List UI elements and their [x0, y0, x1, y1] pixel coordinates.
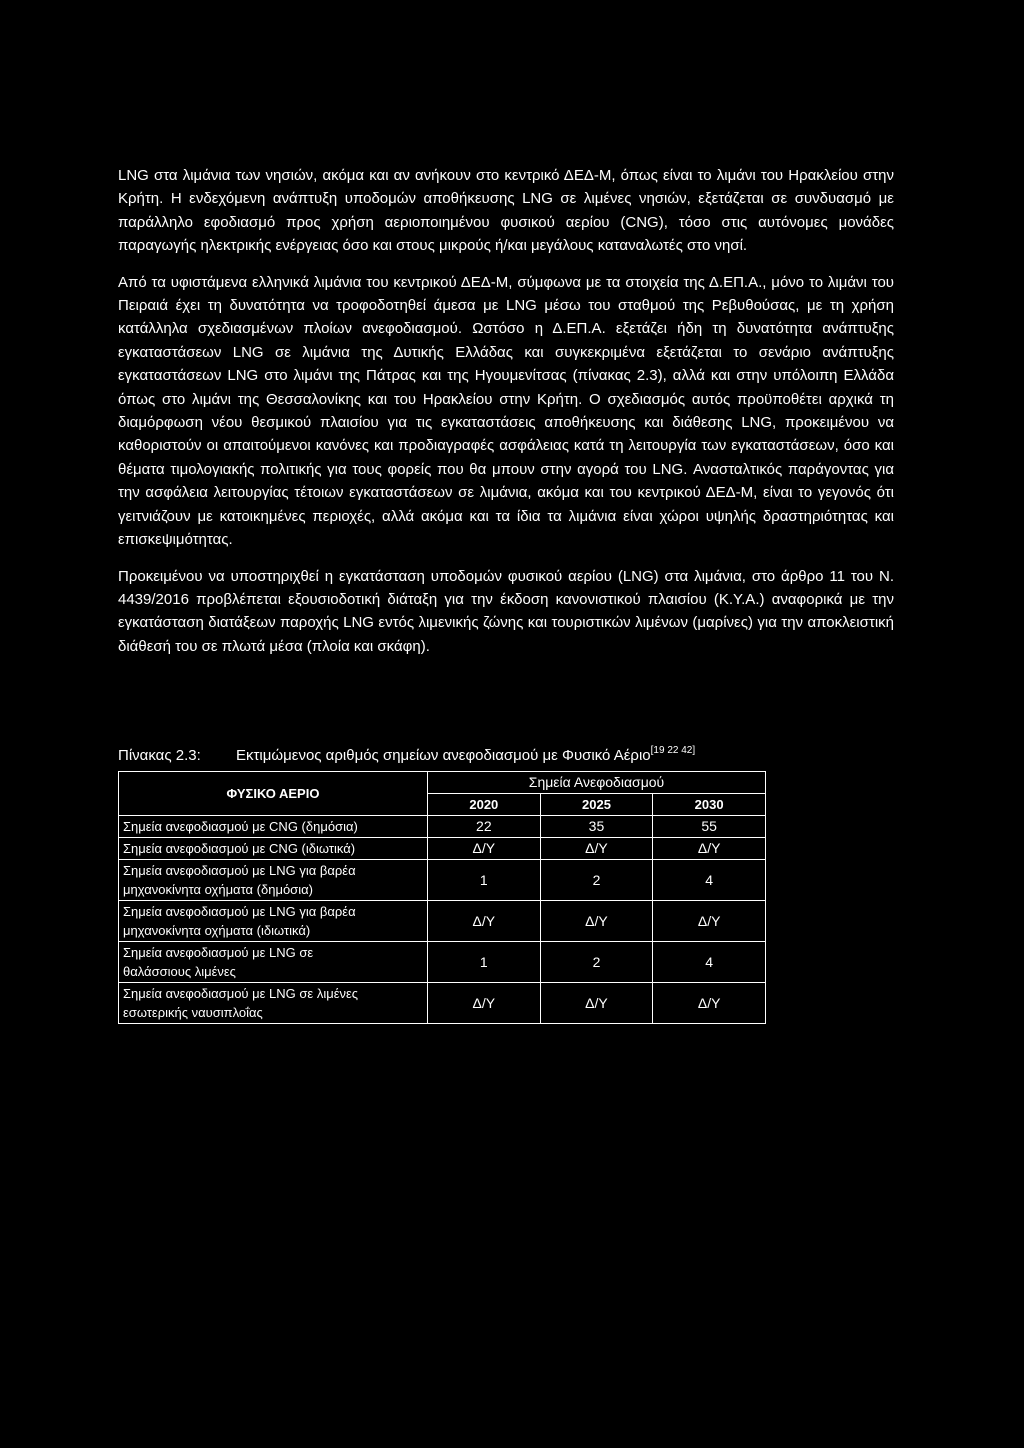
- header-year: 2020: [428, 794, 541, 816]
- row-label: [119, 942, 428, 983]
- cell-value: 22: [428, 816, 541, 838]
- header-year: 2025: [540, 794, 653, 816]
- document-body: [118, 164, 894, 658]
- paragraph-lng-islands: LNG στα λιμάνια των νησιών, ακόμα και αν ανήκουν στο κεντρικό ΔΕΔ-Μ, όπως είναι το λιμάνι του Ηρακλείου στην Κρήτη. Η ενδεχόμενη ανάπτυξη υποδομών αποθήκευσης LNG σε λιμένες νησιών, εξετάζεται σε συνδυασμό με παράλληλο εφοδιασμό προς χρήση αεριοποιημένου φυσικού αερίου (CNG), τόσο στις αυτόνομες μονάδες παραγωγής ηλεκτρικής ενέργειας όσο και στους μικρούς ή/και μεγάλους καταναλωτές στο νησί.: [118, 167, 894, 255]
- cell-value: 2: [540, 860, 653, 901]
- row-label: [119, 838, 428, 860]
- paragraph-law-4439: Προκειμένου να υποστηριχθεί η εγκατάσταση υποδομών φυσικού αερίου (LNG) στα λιμάνια, στο άρθρο 11 του Ν. 4439/2016 προβλέπεται εξουσιοδοτική διάταξη για την έκδοση κανονιστικού πλαισίου (Κ.Υ.Α.) αναφορικά με την εγκατάσταση διατάξεων παροχής LNG εντός λιμενικής ζώνης και τουριστικών λιμένων (μαρίνες) για την αποκλειστική διάθεσή του σε πλωτά μέσα (πλοία και σκάφη).: [118, 567, 894, 655]
- row-label-line: μηχανοκίνητα οχήματα (δημόσια): [123, 882, 313, 897]
- cell-value: 55: [653, 816, 766, 838]
- row-label: [119, 860, 428, 901]
- cell-value: Δ/Υ: [540, 838, 653, 860]
- row-label: [119, 816, 428, 838]
- table-header-row: [119, 772, 766, 794]
- row-label-line: Σημεία ανεφοδιασμού με CNG (ιδιωτικά): [123, 841, 356, 856]
- cell-value: Δ/Υ: [540, 983, 653, 1024]
- table-caption-title: Εκτιμώμενος αριθμός σημείων ανεφοδιασμού με Φυσικό Αέριο: [236, 747, 651, 764]
- row-label: [119, 983, 428, 1024]
- cell-value: Δ/Υ: [540, 901, 653, 942]
- row-label-line: Σημεία ανεφοδιασμού με LNG σε λιμένες: [123, 986, 359, 1001]
- header-refueling-points: Σημεία Ανεφοδιασμού: [428, 772, 766, 794]
- cell-value: Δ/Υ: [653, 901, 766, 942]
- row-label-line: Σημεία ανεφοδιασμού με LNG για βαρέα: [123, 863, 356, 878]
- cell-value: 35: [540, 816, 653, 838]
- row-label-line: Σημεία ανεφοδιασμού με LNG για βαρέα: [123, 904, 356, 919]
- header-natural-gas: ΦΥΣΙΚΟ ΑΕΡΙΟ: [119, 772, 428, 816]
- table-row: [119, 816, 766, 838]
- table-caption: [118, 746, 695, 766]
- cell-value: Δ/Υ: [653, 983, 766, 1024]
- row-label-line: θαλάσσιους λιμένες: [123, 964, 236, 979]
- cell-value: Δ/Υ: [428, 901, 541, 942]
- refueling-points-table: [118, 771, 766, 1024]
- table-row: [119, 860, 766, 901]
- cell-value: 4: [653, 942, 766, 983]
- cell-value: 1: [428, 942, 541, 983]
- table-caption-refs: [19 22 42]: [650, 745, 696, 756]
- table-caption-label: Πίνακας 2.3:: [118, 747, 201, 764]
- row-label-line: Σημεία ανεφοδιασμού με CNG (δημόσια): [123, 819, 358, 834]
- cell-value: 2: [540, 942, 653, 983]
- header-year: 2030: [653, 794, 766, 816]
- cell-value: 4: [653, 860, 766, 901]
- row-label: [119, 901, 428, 942]
- cell-value: 1: [428, 860, 541, 901]
- cell-value: Δ/Υ: [653, 838, 766, 860]
- row-label-line: μηχανοκίνητα οχήματα (ιδιωτικά): [123, 923, 311, 938]
- table-row: [119, 901, 766, 942]
- table-row: [119, 983, 766, 1024]
- row-label-line: εσωτερικής ναυσιπλοΐας: [123, 1005, 263, 1020]
- table-row: [119, 942, 766, 983]
- paragraph-depa-ports: Από τα υφιστάμενα ελληνικά λιμάνια του κεντρικού ΔΕΔ-Μ, σύμφωνα με τα στοιχεία της Δ.ΕΠ.Α., μόνο το λιμάνι του Πειραιά έχει τη δυνατότητα να τροφοδοτηθεί άμεσα με LNG μέσω του σταθμού της Ρεβυθούσας, με τη χρήση κατάλληλα σχεδιασμένων πλοίων ανεφοδιασμού. Ωστόσο η Δ.ΕΠ.Α. εξετάζει ήδη τη δυνατότητα ανάπτυξης εγκαταστάσεων LNG σε λιμάνια της Δυτικής Ελλάδας και συγκεκριμένα εξετάζεται το σενάριο ανάπτυξης εγκαταστάσεων LNG στο λιμάνι της Πάτρας και της Ηγουμενίτσας (πίνακας 2.3), αλλά και στην υπόλοιπη Ελλάδα όπως στο λιμάνι της Θεσσαλονίκης και του Ηρακλείου στην Κρήτη. Ο σχεδιασμός αυτός προϋποθέτει αρχικά τη διαμόρφωση νέου θεσμικού πλαισίου για τις εγκαταστάσεις αποθήκευσης και διάθεσης LNG, προκειμένου να καθοριστούν οι απαιτούμενοι κανόνες και προδιαγραφές ασφάλειας κατά τη λειτουργία των εγκαταστάσεων, όσο και θέματα τιμολογιακής πολιτικής για τους φορείς που θα μπουν στην αγορά του LNG. Ανασταλτικός παράγοντας για την ασφάλεια λειτουργίας τέτοιων εγκαταστάσεων σε λιμάνια, ακόμα και του κεντρικού ΔΕΔ-Μ, είναι το γεγονός ότι γειτνιάζουν με κατοικημένες περιοχές, αλλά ακόμα και τα ίδια τα λιμάνια είναι χώροι υψηλής δραστηριότητας και επισκεψιμότητας.: [118, 273, 894, 549]
- table-row: [119, 838, 766, 860]
- cell-value: Δ/Υ: [428, 983, 541, 1024]
- cell-value: Δ/Υ: [428, 838, 541, 860]
- row-label-line: Σημεία ανεφοδιασμού με LNG σε: [123, 945, 314, 960]
